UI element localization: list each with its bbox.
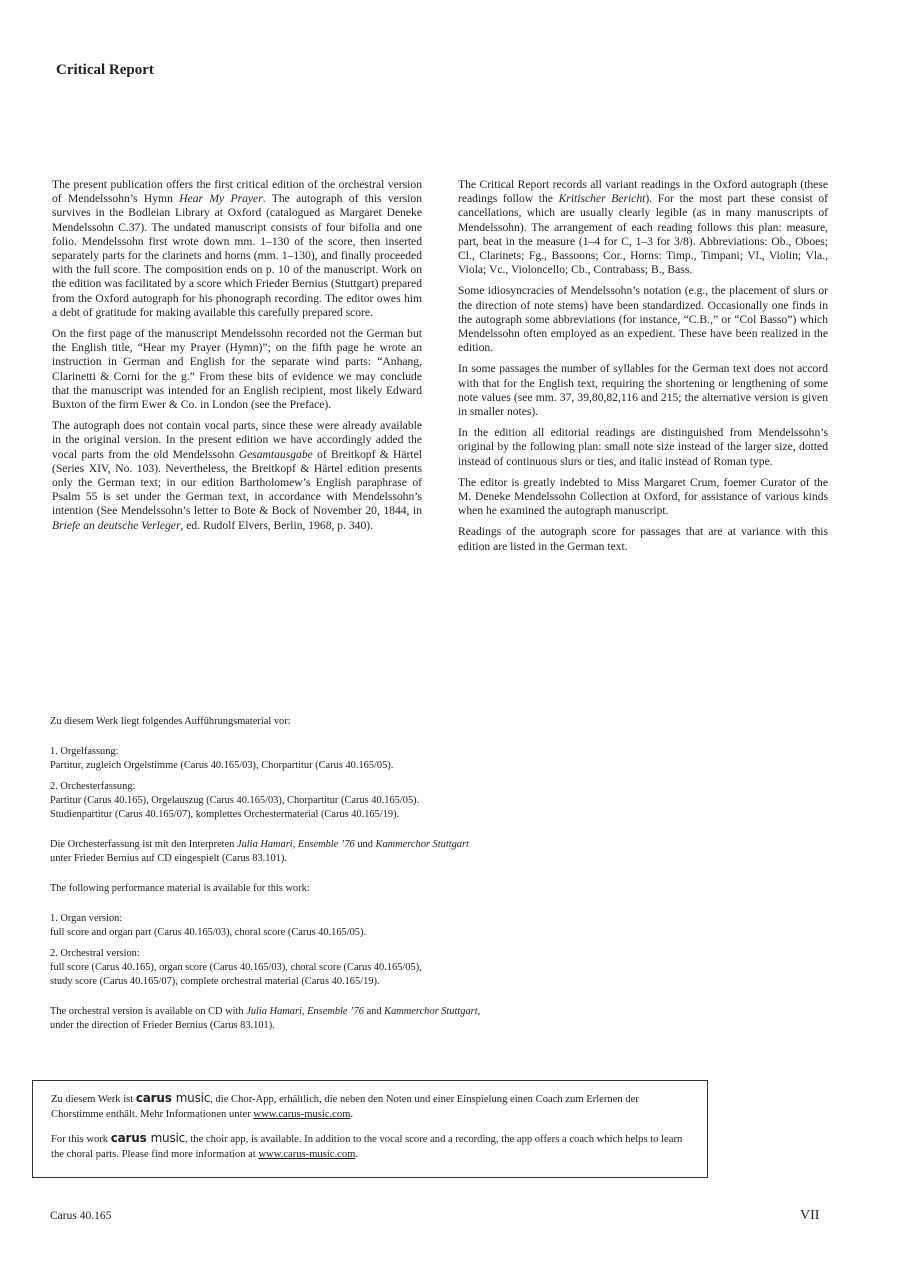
de-orch-title: 2. Orchesterfassung: (50, 781, 136, 792)
catalog-number: Carus 40.165 (50, 1210, 112, 1222)
en-organ-title: 1. Organ version: (50, 913, 123, 924)
report-paragraph (458, 426, 828, 469)
report-paragraph (52, 327, 422, 412)
text-run: Some idiosyncracies of Mendelssohn’s notation (e.g., the placement of slurs or the direction of note stems) have been standardized. Occasionally one finds in the autograph some abbreviations (for instance, “C.B.,” or “Col Basso”) which Mendelssohn often employed as an expedient. These have been realized in the edition. (458, 284, 828, 355)
carus-music-app-box (32, 1080, 708, 1178)
page-title: Critical Report (56, 62, 154, 78)
logo-carus: carus (110, 1131, 147, 1146)
period: . (350, 1108, 354, 1120)
left-column (52, 178, 422, 561)
text-run: The Critical Report records all variant readings in the Oxford autograph (these readings follow the (458, 178, 828, 206)
en-intro: The following performance material is available for this work: (50, 883, 310, 894)
app-en-pre: For this work (51, 1134, 111, 1146)
app-note-en (51, 1131, 689, 1162)
en-cd-pre: The orchestral version is available on CD with (50, 1006, 247, 1017)
de-orch-line1: Partitur (Carus 40.165), Orgelauszug (Carus 40.165/03), Chorpartitur (Carus 40.165/05). (50, 795, 420, 806)
de-cd-performers: Julia Hamari, Ensemble ’76 (236, 839, 355, 850)
de-cd-post: unter Frieder Bernius auf CD eingespielt (Carus 83.101). (50, 853, 287, 864)
report-paragraph (52, 419, 422, 533)
carus-music-logo (136, 1091, 210, 1105)
text-run: of Breitkopf & Härtel (Series XIV, No. 103). Nevertheless, the Breitkopf & Härtel edition presents only the German text; in our edition Bartholomew’s English paraphrase of Psalm 55 is set under the German text, in accordance with Mendelssohn’s intention (See Mendelssohn’s letter to Bote & Bock of November 20, 1844, in (52, 447, 422, 518)
en-cd-note (50, 1005, 670, 1033)
app-en-post: , the choir app, is available. In addition to the vocal score and a recording, the app offers a coach which helps to learn the choral parts. Please find more information at (51, 1134, 683, 1160)
report-paragraph (458, 178, 828, 277)
en-organ-version (50, 912, 670, 940)
en-organ-items: full score and organ part (Carus 40.165/03), choral score (Carus 40.165/05). (50, 927, 367, 938)
en-cd-performers: Julia Hamari, Ensemble ’76 (246, 1006, 364, 1017)
report-paragraph (458, 284, 828, 355)
de-cd-pre: Die Orchesterfassung ist mit den Interpreten (50, 839, 237, 850)
performance-material (50, 715, 670, 1040)
en-cd-choir: Kammerchor Stuttgart, (384, 1006, 481, 1017)
logo-music: music (150, 1131, 186, 1146)
en-orch-line1: full score (Carus 40.165), organ score (Carus 40.165/03), choral score (Carus 40.165/05), (50, 962, 422, 973)
report-columns (52, 178, 828, 561)
en-orchestral-version (50, 947, 670, 989)
text-run: The autograph does not contain vocal parts, since these were already available in the original version. In the present edition we have accordingly added the vocal parts from the old Mendelssohn (52, 419, 422, 461)
text-run: In some passages the number of syllables for the German text does not accord with that for the English text, requiring the shortening or lengthening of some note values (see mm. 37, 39,80,82,116 and 215; the alternative version is given in smaller notes). (458, 362, 828, 419)
app-note-de (51, 1091, 689, 1122)
page-number: VII (800, 1208, 820, 1223)
text-run: On the first page of the manuscript Mendelssohn recorded not the German but the English title, “Hear my Prayer (Hymn)”; on the fifth page he wrote an instruction in German and English for the separate wind parts: “Anhang, Clarinetti & Corni for the g.” From these bits of evidence we may conclude that the manuscript was intended for an English recipient, most likely Edward Buxton of the firm Ewer & Co. in London (see the Preface). (52, 327, 422, 412)
report-paragraph (458, 525, 828, 553)
logo-carus: carus (135, 1091, 172, 1105)
en-cd-and: and (363, 1006, 385, 1017)
de-cd-note (50, 838, 670, 866)
text-run: The editor is greatly indebted to Miss Margaret Crum, foemer Curator of the M. Deneke Mendelssohn Collection at Oxford, for assistance of various kinds when he examined the autograph manuscript. (458, 475, 828, 518)
de-orch-line2: Studienpartitur (Carus 40.165/07), komplettes Orchestermaterial (Carus 40.165/19). (50, 809, 400, 820)
logo-music: music (175, 1091, 211, 1105)
report-paragraph (458, 362, 828, 419)
carus-music-logo (111, 1131, 185, 1145)
italic-run: Hear My Prayer (179, 192, 263, 206)
italic-run: Briefe an deutsche Verleger (52, 518, 181, 532)
de-orchestral-version (50, 780, 670, 822)
app-de-post: , die Chor-App, erhältlich, die neben den Noten und einer Einspielung einen Coach zum Erlernen der Chorstimme enthält. Mehr Informationen unter (51, 1094, 639, 1120)
text-run: ). For the most part these consist of cancellations, which are usually clearly legible (as in many manuscripts of Mendelssohn). The arrangement of each reading follows this plan: measure, part, beat in the measure (1–4 for C, 1–3 for 3/8). Abbreviations: Ob., Oboes; Cl., Clarinets; Fg., Bassoons; Cor., Horns: Timp., Timpani; Vl., Violin; Vla., Viola; Vc., Violoncello; Cb., Contrabass; B., Bass. (458, 192, 829, 277)
en-orch-title: 2. Orchestral version: (50, 948, 140, 959)
carus-music-link[interactable]: www.carus-music.com (253, 1108, 351, 1120)
app-de-pre: Zu diesem Werk ist (51, 1094, 136, 1105)
de-organ-version (50, 745, 670, 773)
de-cd-choir: Kammerchor Stuttgart (375, 839, 469, 850)
en-orch-line2: study score (Carus 40.165/07), complete orchestral material (Carus 40.165/19). (50, 976, 380, 987)
de-intro: Zu diesem Werk liegt folgendes Aufführungsmaterial vor: (50, 716, 291, 727)
text-run: Readings of the autograph score for passages that are at variance with this edition are listed in the German text. (458, 525, 828, 553)
report-paragraph (458, 476, 828, 519)
de-organ-title: 1. Orgelfassung: (50, 746, 119, 757)
text-run: The present publication offers the first critical edition of the orchestral version of Mendelssohn’s Hymn (52, 178, 422, 206)
italic-run: Gesamtausgabe (238, 447, 313, 461)
right-column (458, 178, 828, 561)
period: . (355, 1148, 359, 1160)
italic-run: Kritischer Bericht (558, 192, 646, 206)
de-cd-and: und (354, 839, 376, 850)
text-run: . The autograph of this version survives in the Bodleian Library at Oxford (catalogued as Margaret Deneke Mendelssohn C.37). The undated manuscript consists of four bifolia and one folio. Mendelssohn first wrote down mm. 1–130 of the score, then inserted separately parts for the clarinets and horns (mm. 1–130), and finally proceeded with the full score. The composition ends on p. 10 of the manuscript. Work on the edition was facilitated by a score which Frieder Bernius (Stuttgart) prepared from the Oxford autograph for his phonograph recording. The editor owes him a debt of gratitude for making available this carefully prepared score. (52, 192, 423, 319)
text-run: In the edition all editorial readings are distinguished from Mendelssohn’s original by the following plan: small note size instead of the larger size, dotted instead of continuous slurs or ties, and italic instead of Roman type. (458, 426, 828, 468)
carus-music-link[interactable]: www.carus-music.com (258, 1148, 356, 1160)
text-run: , ed. Rudolf Elvers, Berlin, 1968, p. 340). (180, 518, 374, 532)
report-paragraph (52, 178, 422, 320)
de-organ-items: Partitur, zugleich Orgelstimme (Carus 40.165/03), Chorpartitur (Carus 40.165/05). (50, 760, 394, 771)
en-cd-post: under the direction of Frieder Bernius (Carus 83.101). (50, 1020, 275, 1031)
